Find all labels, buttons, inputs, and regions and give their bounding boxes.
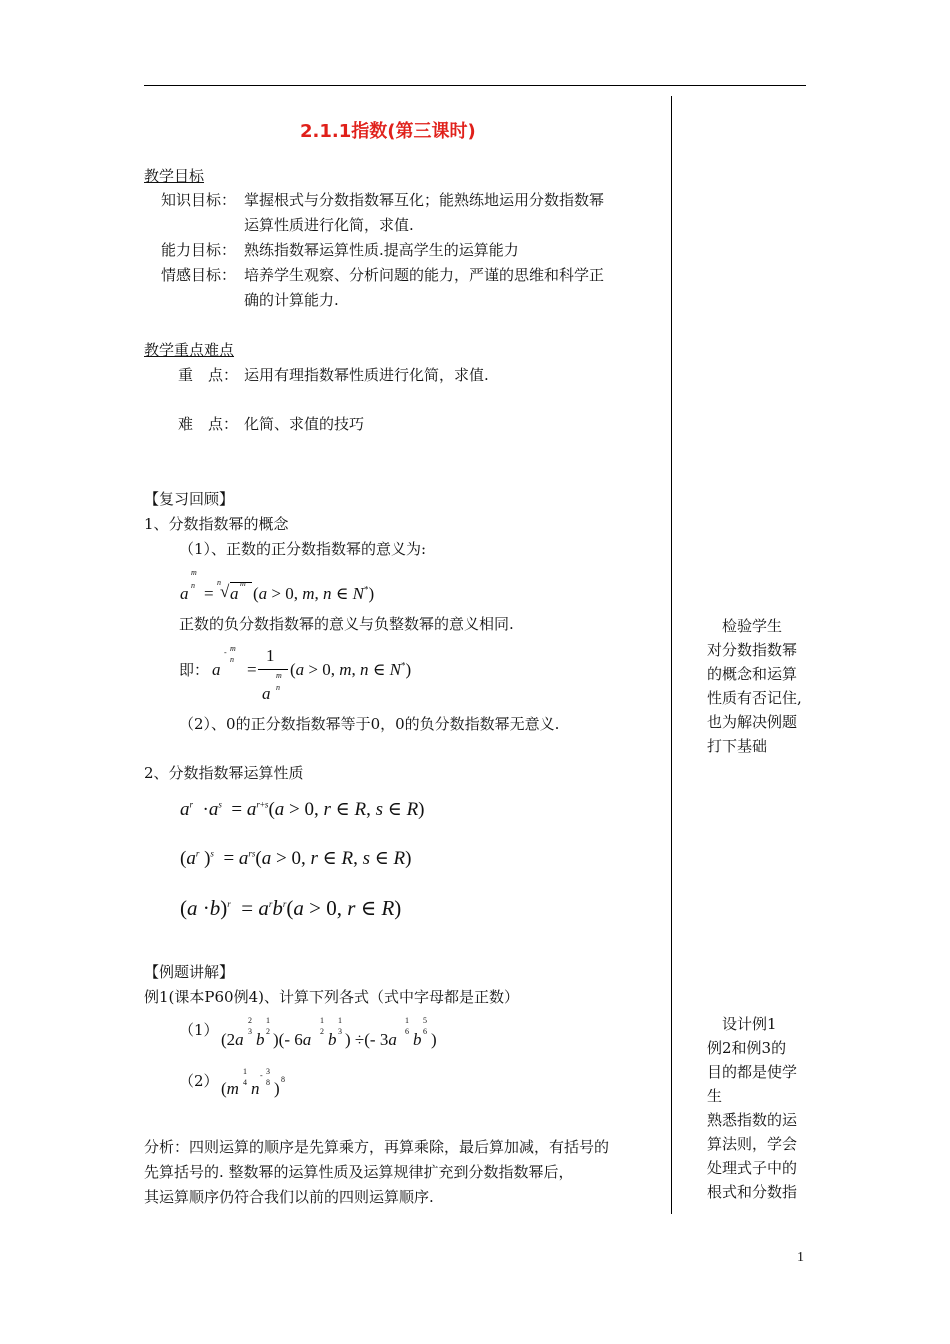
ability-label: 能力目标：: [161, 241, 237, 259]
knowledge-text-2: 运算性质进行化简，求值.: [244, 216, 414, 234]
side-note-2-line: 算法则，学会: [707, 1135, 798, 1153]
review-item-1-1: （1）、正数的正分数指数幂的意义为:: [179, 540, 427, 558]
side-note-1-line: 检验学生: [707, 617, 783, 635]
difficult-label: 难 点：: [178, 415, 239, 433]
side-note-1-line: 对分数指数幂: [707, 641, 798, 659]
example-1-text: 例1(课本P60例4)、计算下列各式（式中字母都是正数）: [144, 988, 519, 1006]
ability-text: 熟练指数幂运算性质.提高学生的运算能力: [244, 241, 519, 259]
emotion-text-1: 培养学生观察、分析问题的能力，严谨的思维和科学正: [244, 266, 605, 284]
knowledge-label: 知识目标：: [161, 191, 237, 209]
side-note-2-line: 处理式子中的: [707, 1159, 798, 1177]
review-item-2: 2、分数指数幂运算性质: [144, 764, 304, 782]
example-1-expr-1: (2a 2 3 b 1 2 )(- 6a 1 2 b 1 3 ) ÷(- 3a 1 6 b 5 6 ): [221, 1016, 437, 1049]
key-label: 重 点：: [178, 366, 239, 384]
ji-label: 即：: [179, 661, 210, 679]
side-note-1-line: 也为解决例题: [707, 713, 798, 731]
page-title: 2.1.1指数(第三课时): [300, 121, 476, 142]
rule-product: $a^r \cdot a^s = a^{r+s}(a > 0$, r ∈ R, s ∈ R): [180, 799, 425, 820]
review-heading: 【复习回顾】: [144, 490, 235, 508]
margin-rule: [671, 96, 672, 1214]
analysis-line-2: 先算括号的. 整数幂的运算性质及运算规律扩充到分数指数幂后，: [144, 1163, 574, 1181]
side-note-1-line: 的概念和运算: [707, 665, 798, 683]
analysis-line-3: 其运算顺序仍符合我们以前的四则运算顺序.: [144, 1188, 434, 1206]
side-note-2-line: 根式和分数指: [707, 1183, 798, 1201]
review-item-1: 1、分数指数幂的概念: [144, 515, 289, 533]
rule-power: ($a^r$ )$^s = a^{rs}(a > 0$, r ∈ R, s ∈ R): [180, 848, 412, 869]
key-text: 运用有理指数幂性质进行化简，求值.: [244, 366, 489, 384]
review-item-1-2: （2）、0的正分数指数幂等于0，0的负分数指数幂无意义.: [179, 715, 560, 733]
page-number: 1: [797, 1250, 804, 1265]
examples-heading: 【例题讲解】: [144, 963, 235, 981]
negative-note: 正数的负分数指数幂的意义与负整数幂的意义相同.: [179, 615, 514, 633]
knowledge-text-1: 掌握根式与分数指数幂互化；能熟练地运用分数指数幂: [244, 191, 605, 209]
side-note-2-line: 设计例1: [707, 1015, 777, 1033]
side-note-1-line: 打下基础: [707, 737, 768, 755]
side-note-2: [707, 1012, 817, 1204]
objectives-heading: 教学目标: [144, 167, 205, 185]
rule-product-power: $(a \cdot b)^r = a^rb^r(a > 0$, r ∈ R): [180, 896, 402, 920]
side-note-1: [707, 614, 817, 758]
part-1-label: （1）: [179, 1021, 219, 1039]
side-note-2-line: 生: [707, 1087, 723, 1105]
emotion-text-2: 确的计算能力.: [244, 291, 339, 309]
side-note-2-line: 例2和例3的: [707, 1039, 787, 1057]
side-note-1-line: 性质有否记住,: [707, 689, 802, 707]
side-note-2-line: 熟悉指数的运: [707, 1111, 798, 1129]
difficult-text: 化简、求值的技巧: [244, 415, 365, 433]
part-2-label: （2）: [179, 1072, 219, 1090]
analysis-line-1: 分析：四则运算的顺序是先算乘方，再算乘除，最后算加减，有括号的: [144, 1138, 610, 1156]
keypoints-heading: 教学重点难点: [144, 341, 235, 359]
emotion-label: 情感目标：: [161, 266, 237, 284]
side-note-2-line: 目的都是使学: [707, 1063, 798, 1081]
header-rule: [144, 85, 806, 86]
example-1-expr-2: (m 1 4 n - 3 8 ) 8: [221, 1067, 285, 1098]
